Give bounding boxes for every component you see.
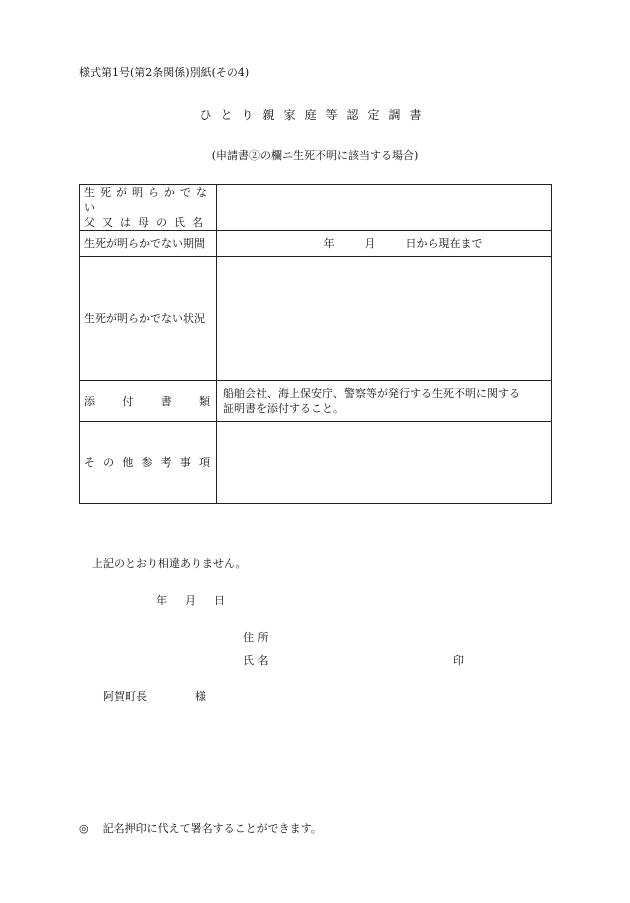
- label-attachments: 添 付 書 類: [80, 381, 217, 422]
- table-row-attachments: [80, 381, 552, 422]
- table-row-missing-situation: [80, 257, 552, 381]
- form-number: 様式第1号(第2条関係)別紙(その4): [79, 66, 250, 79]
- addressee: 阿賀町長 様: [103, 690, 206, 703]
- table-row-missing-period: [80, 231, 552, 257]
- table-row-other-notes: [80, 422, 552, 504]
- missing-period-field[interactable]: 年 月 日から現在まで: [217, 231, 552, 257]
- seal-mark: 印: [453, 654, 464, 667]
- label-other-notes: そ の 他 参 考 事 項: [80, 422, 217, 504]
- missing-parent-name-field[interactable]: [217, 185, 552, 231]
- date-line: 年 月 日: [156, 594, 225, 607]
- confirmation-statement: 上記のとおり相違ありません。: [92, 557, 247, 570]
- label-missing-situation: 生死が明らかでない状況: [80, 257, 217, 381]
- document-title: ひとり親家庭等認定調書: [199, 108, 431, 122]
- missing-situation-field[interactable]: [217, 257, 552, 381]
- document-subtitle: (申請書②の欄ニ生死不明に該当する場合): [211, 149, 419, 162]
- label-missing-parent-name: 生死が明らかでない 父又は母の氏名: [80, 185, 217, 231]
- attachments-instructions: 船舶会社、海上保安庁、警察等が発行する生死不明に関する 証明書を添付すること。: [217, 381, 552, 422]
- name-label: 氏 名: [243, 654, 269, 667]
- double-circle-icon: ◎: [79, 822, 89, 835]
- address-label: 住 所: [243, 631, 269, 644]
- certification-table: [79, 184, 552, 504]
- table-row-missing-parent-name: [80, 185, 552, 231]
- signature-note: ◎ 記名押印に代えて署名することができます。: [79, 822, 322, 835]
- label-missing-period: 生死が明らかでない期間: [80, 231, 217, 257]
- other-notes-field[interactable]: [217, 422, 552, 504]
